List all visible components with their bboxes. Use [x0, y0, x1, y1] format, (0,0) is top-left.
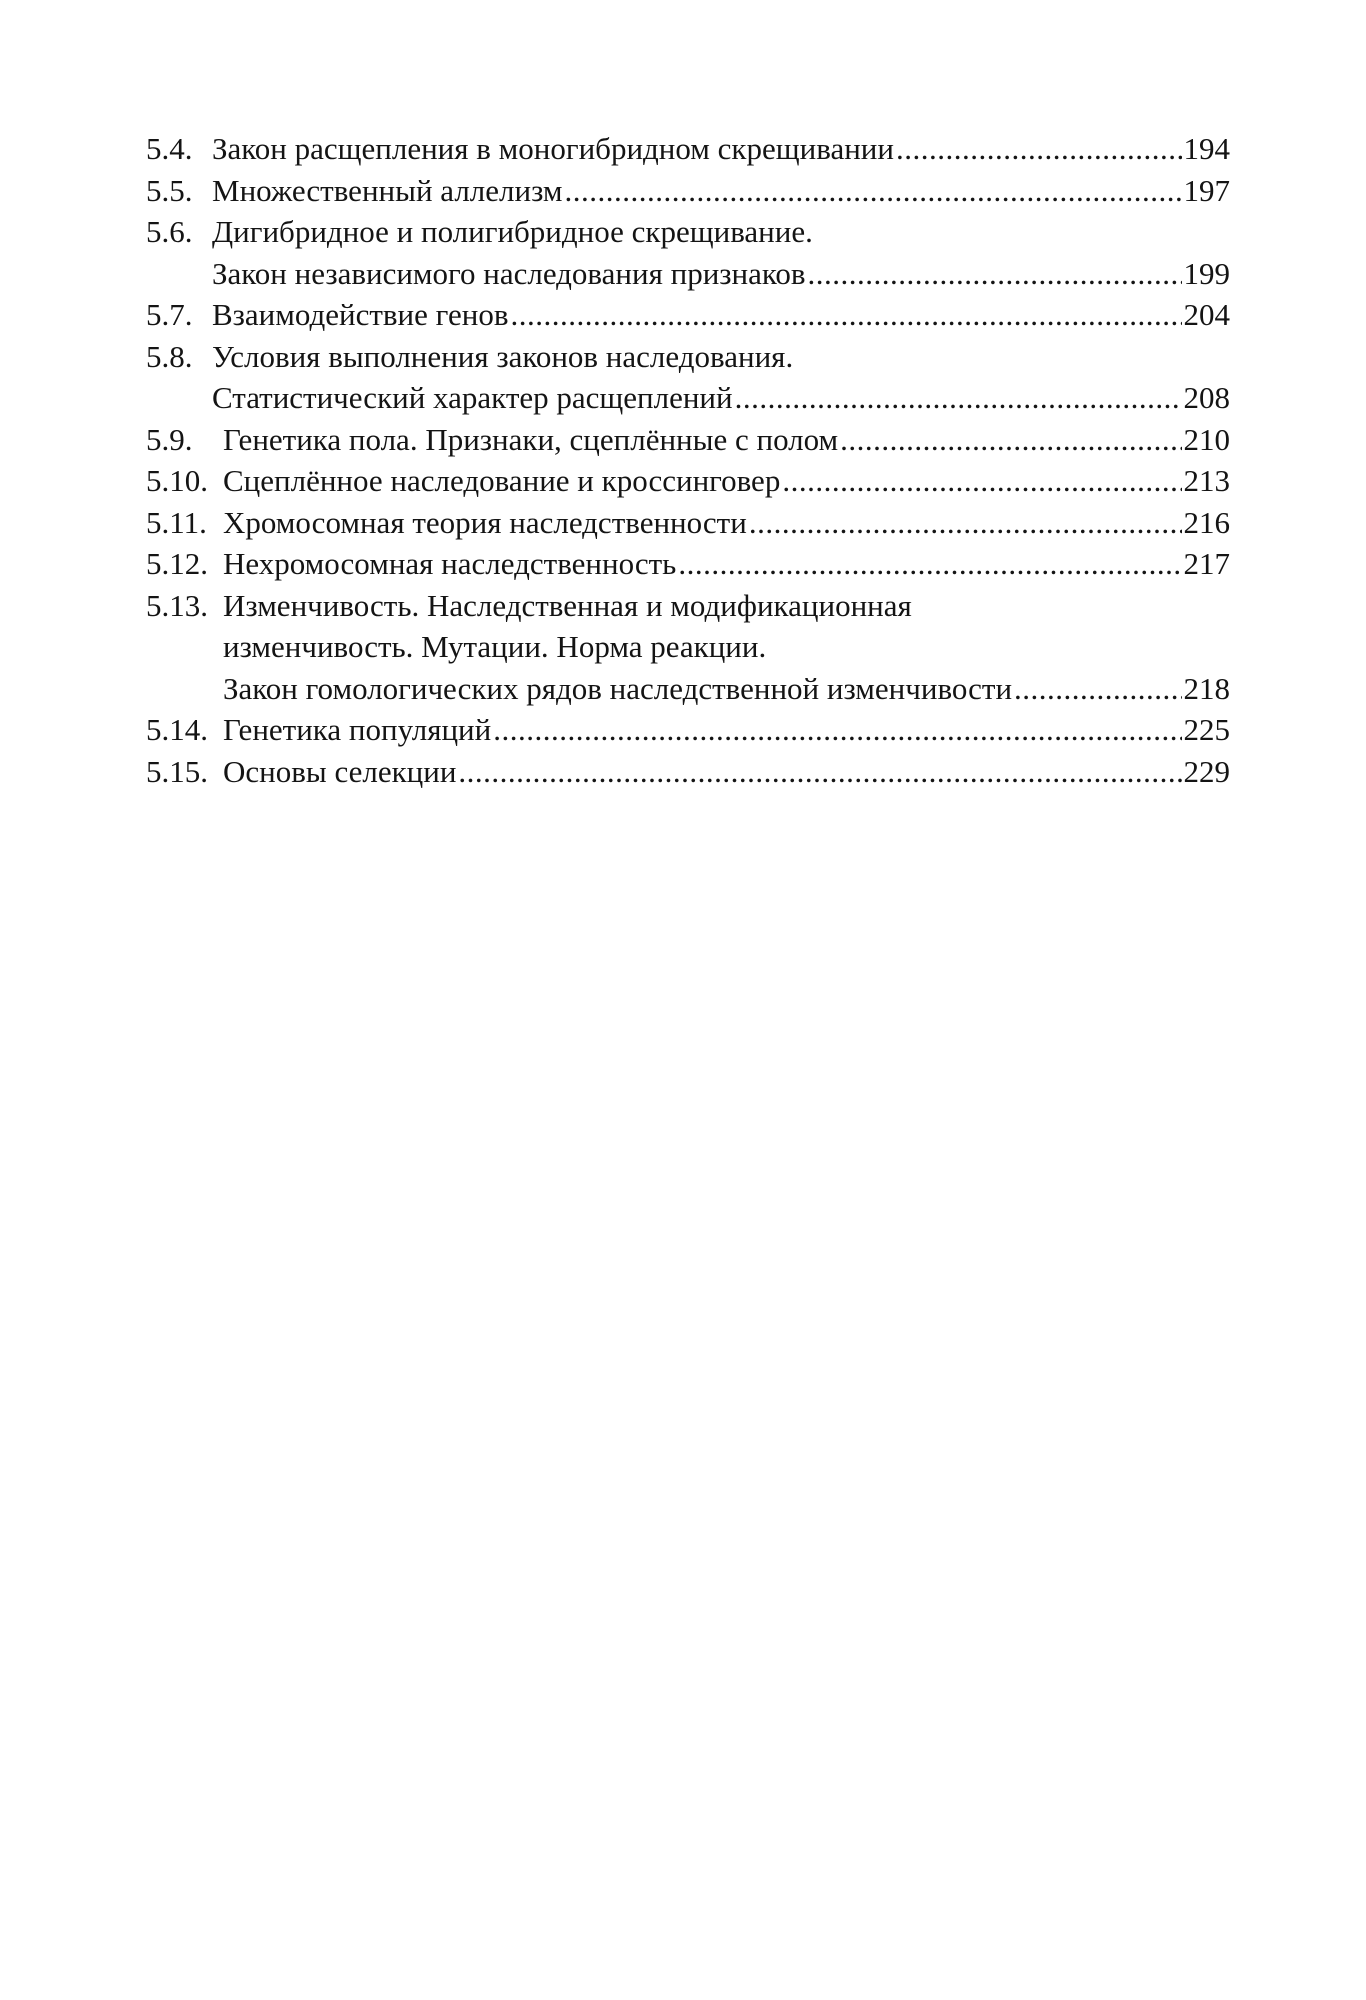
- toc-entry[interactable]: [146, 502, 1230, 544]
- toc-entry-page: 229: [1183, 753, 1230, 789]
- toc-entry[interactable]: [146, 336, 1230, 419]
- toc-entry-title: Хромосомная теория наследственности: [223, 504, 747, 540]
- toc-entry[interactable]: [146, 460, 1230, 502]
- dot-leader: [493, 709, 1181, 751]
- toc-entry-body: [223, 585, 1230, 710]
- toc-entry-page: 197: [1183, 172, 1230, 208]
- toc-entry-line: [212, 128, 1230, 170]
- dot-leader: [735, 377, 1182, 419]
- toc-entry[interactable]: [146, 709, 1230, 751]
- toc-entry-body: [223, 751, 1230, 793]
- toc-entry-number: 5.13.: [146, 587, 208, 623]
- dot-leader: [840, 419, 1181, 461]
- toc-entry-line: [223, 709, 1230, 751]
- toc-entry-body: [223, 543, 1230, 585]
- toc-entry-body: [212, 170, 1230, 212]
- toc-entry-title: Взаимодействие генов: [212, 297, 509, 332]
- dot-leader: [749, 502, 1182, 544]
- dot-leader: [782, 460, 1181, 502]
- toc-entry-page: 208: [1183, 380, 1230, 415]
- dot-leader: [896, 128, 1182, 170]
- toc-entry-page: 213: [1183, 463, 1230, 498]
- toc-entry-title-line: Условия выполнения законов наследования.: [212, 338, 794, 374]
- toc-entry[interactable]: [146, 294, 1230, 336]
- toc-entry-title: Сцеплённое наследование и кроссинговер: [223, 463, 781, 498]
- toc-entry-line: [223, 419, 1230, 461]
- toc-entry-number: 5.8.: [146, 338, 193, 374]
- dot-leader: [808, 253, 1182, 295]
- toc-entry-title: Закон независимого наследования признаков: [212, 255, 806, 291]
- toc-entry[interactable]: [146, 170, 1230, 212]
- toc-entry-page: 210: [1183, 421, 1230, 457]
- dot-leader: [458, 751, 1181, 793]
- toc-entry[interactable]: [146, 128, 1230, 170]
- dot-leader: [678, 543, 1181, 585]
- toc-entry-title: Нехромосомная наследственность: [223, 546, 677, 581]
- toc-entry-number: 5.6.: [146, 214, 193, 249]
- toc-entry-number: 5.12.: [146, 546, 208, 581]
- toc-entry-number: 5.4.: [146, 131, 193, 166]
- toc-entry-line: [212, 253, 1230, 295]
- toc-entry-number: 5.14.: [146, 712, 208, 747]
- toc-entry-title: Закон гомологических рядов наследственной изменчивости: [223, 670, 1013, 706]
- toc-entry-number: 5.11.: [146, 504, 207, 540]
- toc-entry[interactable]: [146, 585, 1230, 710]
- toc-entry-page: 218: [1183, 670, 1230, 706]
- toc-entry-title-line: Изменчивость. Наследственная и модификационная: [223, 587, 912, 623]
- table-of-contents: [146, 128, 1230, 792]
- dot-leader: [1014, 668, 1181, 710]
- toc-entry-body: [223, 502, 1230, 544]
- toc-entry-number: 5.9.: [146, 421, 193, 457]
- toc-entry-number: 5.10.: [146, 463, 208, 498]
- toc-entry-title: Основы селекции: [223, 753, 457, 789]
- toc-entry-number: 5.15.: [146, 753, 208, 789]
- toc-entry-page: 225: [1183, 712, 1230, 747]
- toc-entry-title: Множественный аллелизм: [212, 172, 563, 208]
- toc-entry[interactable]: [146, 751, 1230, 793]
- toc-entry-line: [212, 377, 1230, 419]
- toc-entry[interactable]: [146, 419, 1230, 461]
- toc-entry-title-line: Дигибридное и полигибридное скрещивание.: [212, 214, 813, 249]
- toc-entry-number: 5.7.: [146, 297, 193, 332]
- toc-entry-line: [223, 502, 1230, 544]
- toc-entry-title-line: изменчивость. Мутации. Норма реакции.: [223, 629, 767, 664]
- toc-entry[interactable]: [146, 211, 1230, 294]
- toc-entry-title: Закон расщепления в моногибридном скрещивании: [212, 131, 894, 166]
- toc-entry-page: 217: [1183, 546, 1230, 581]
- toc-entry-line: [223, 668, 1230, 710]
- toc-entry-body: [223, 460, 1230, 502]
- toc-entry-title: Статистический характер расщеплений: [212, 380, 733, 415]
- toc-entry-body: [223, 419, 1230, 461]
- toc-entry-number: 5.5.: [146, 172, 193, 208]
- toc-entry-body: [212, 294, 1230, 336]
- toc-entry-body: [212, 128, 1230, 170]
- toc-entry-line: [223, 543, 1230, 585]
- toc-entry-page: 199: [1183, 255, 1230, 291]
- toc-entry-line: [223, 751, 1230, 793]
- toc-entry-line: [212, 170, 1230, 212]
- toc-entry-page: 194: [1183, 131, 1230, 166]
- dot-leader: [565, 170, 1182, 212]
- toc-entry-page: 216: [1183, 504, 1230, 540]
- toc-entry-line: [223, 460, 1230, 502]
- toc-entry-title: Генетика популяций: [223, 712, 492, 747]
- toc-entry-title: Генетика пола. Признаки, сцеплённые с полом: [223, 421, 839, 457]
- dot-leader: [510, 294, 1181, 336]
- toc-entry-body: [212, 336, 1230, 419]
- toc-entry-line: [212, 294, 1230, 336]
- toc-entry-page: 204: [1183, 297, 1230, 332]
- toc-entry[interactable]: [146, 543, 1230, 585]
- toc-entry-body: [212, 211, 1230, 294]
- toc-entry-body: [223, 709, 1230, 751]
